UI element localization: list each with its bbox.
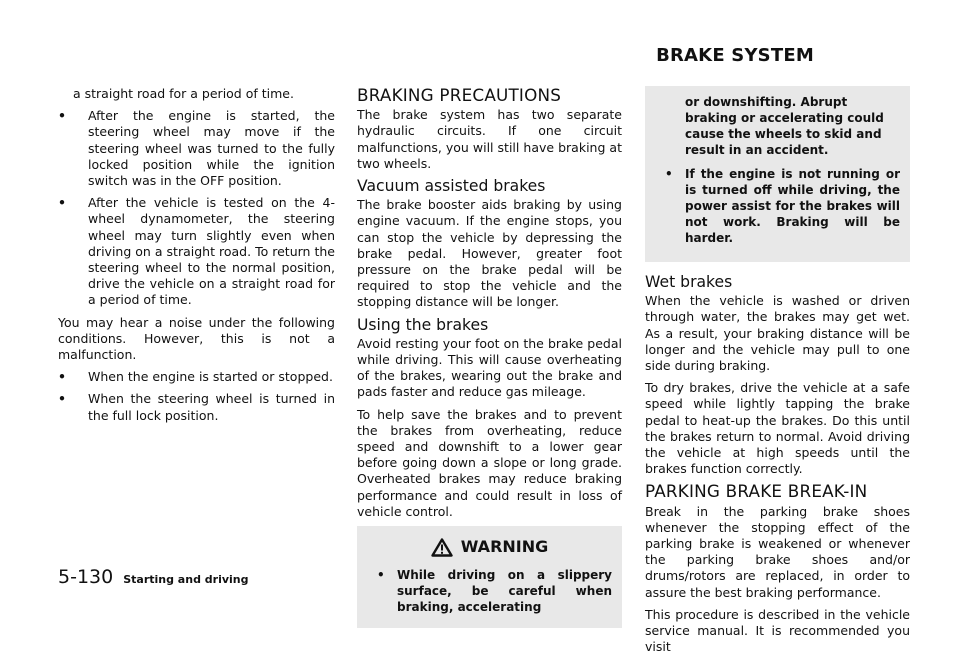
list-item: [58, 391, 335, 423]
page-footer: [58, 566, 248, 588]
list-item: [58, 195, 335, 308]
bullet-dot-icon: •: [58, 369, 66, 385]
continued-text: a straight road for a period of time.: [73, 86, 294, 101]
list-item-text: When the engine is started or stopped.: [88, 369, 333, 385]
parking-brake-heading: PARKING BRAKE BREAK-IN: [645, 481, 868, 502]
list-item-text: When the steering wheel is turned in the full lock position.: [88, 391, 335, 423]
middle-column: [357, 86, 622, 628]
wet-brakes-heading: Wet brakes: [645, 273, 733, 291]
braking-precautions-heading: BRAKING PRECAUTIONS: [357, 85, 562, 105]
using-brakes-text-2: To help save the brakes and to prevent the brakes from overheating, reduce speed and downshift to a lower gear before going down a slope or long grade. Overheated brakes may reduce braking performance and could result in loss of vehicle control.: [357, 406, 622, 519]
bullet-dot-icon: •: [58, 391, 66, 407]
using-brakes-text-1: Avoid resting your foot on the brake pedal while driving. This will cause overheating of the brakes, wearing out the brake and pads faster and reduce gas mileage.: [357, 335, 622, 400]
warning-item-text: If the engine is not running or is turned off while driving, the power assist for the brakes will not work. Braking will be harder.: [685, 167, 900, 245]
left-column: [58, 86, 335, 430]
parking-brake-text-2: This procedure is described in the vehicle service manual. It is recommended you visit: [645, 606, 910, 655]
list-item: [58, 108, 335, 189]
bullet-dot-icon: •: [665, 167, 673, 181]
warning-label: WARNING: [460, 537, 549, 557]
list-item: [58, 369, 335, 385]
warning-item: [367, 567, 612, 616]
list-item-text: After the vehicle is tested on the 4-wheel dynamometer, the steering wheel may turn slightly even when driving on a straight road. To return the steering wheel to the normal position, drive the vehicle on a straight road for a period of time.: [88, 195, 335, 308]
noise-paragraph: You may hear a noise under the following conditions. However, this is not a malfunction.: [58, 314, 335, 363]
braking-precautions-text: The brake system has two separate hydraulic circuits. If one circuit malfunctions, you will still have braking at two wheels.: [357, 107, 622, 171]
bullet-dot-icon: •: [377, 568, 385, 583]
vacuum-brakes-text: The brake booster aids braking by using engine vacuum. If the engine stops, you can stop the vehicle by depressing the brake pedal. However, greater foot pressure on the brake pedal will be required to stop the vehicle and the stopping distance will be longer.: [357, 197, 622, 310]
right-column: [645, 86, 910, 661]
warning-item: [655, 166, 900, 246]
warning-triangle-icon: [431, 538, 453, 557]
wet-brakes-text-2: To dry brakes, drive the vehicle at a safe speed while lightly tapping the brake pedal to heat-up the brakes. Do this until the brakes return to normal. Avoid driving the vehicle at high speeds until the brakes function correctly.: [645, 380, 910, 477]
chapter-name: Starting and driving: [123, 573, 249, 586]
parking-brake-text-1: Break in the parking brake shoes whenever the stopping effect of the parking brake is weakened or whenever the parking brake shoes and/or drums/rotors are replaced, in order to assure the best braking performance.: [645, 503, 910, 600]
warning-continued-text: or downshifting. Abrupt braking or accelerating could cause the wheels to skid and result in an accident.: [685, 95, 884, 157]
bullet-dot-icon: •: [58, 108, 66, 124]
bullet-dot-icon: •: [58, 195, 66, 211]
warning-box-continued: [645, 86, 910, 262]
wet-brakes-text-1: When the vehicle is washed or driven through water, the brakes may get wet. As a result, your braking distance will be longer and the vehicle may pull to one side during braking.: [645, 293, 910, 374]
warning-heading: [367, 538, 612, 557]
warning-item-text: While driving on a slippery surface, be careful when braking, accelerating: [397, 568, 612, 615]
section-title: BRAKE SYSTEM: [656, 45, 814, 66]
page-number: 5-130: [58, 566, 114, 588]
using-brakes-heading: Using the brakes: [357, 315, 489, 334]
warning-box: [357, 526, 622, 628]
vacuum-brakes-heading: Vacuum assisted brakes: [357, 177, 546, 196]
list-item-text: After the engine is started, the steering wheel may move if the steering wheel was turned to the fully locked position while the ignition switch was in the OFF position.: [88, 108, 335, 189]
